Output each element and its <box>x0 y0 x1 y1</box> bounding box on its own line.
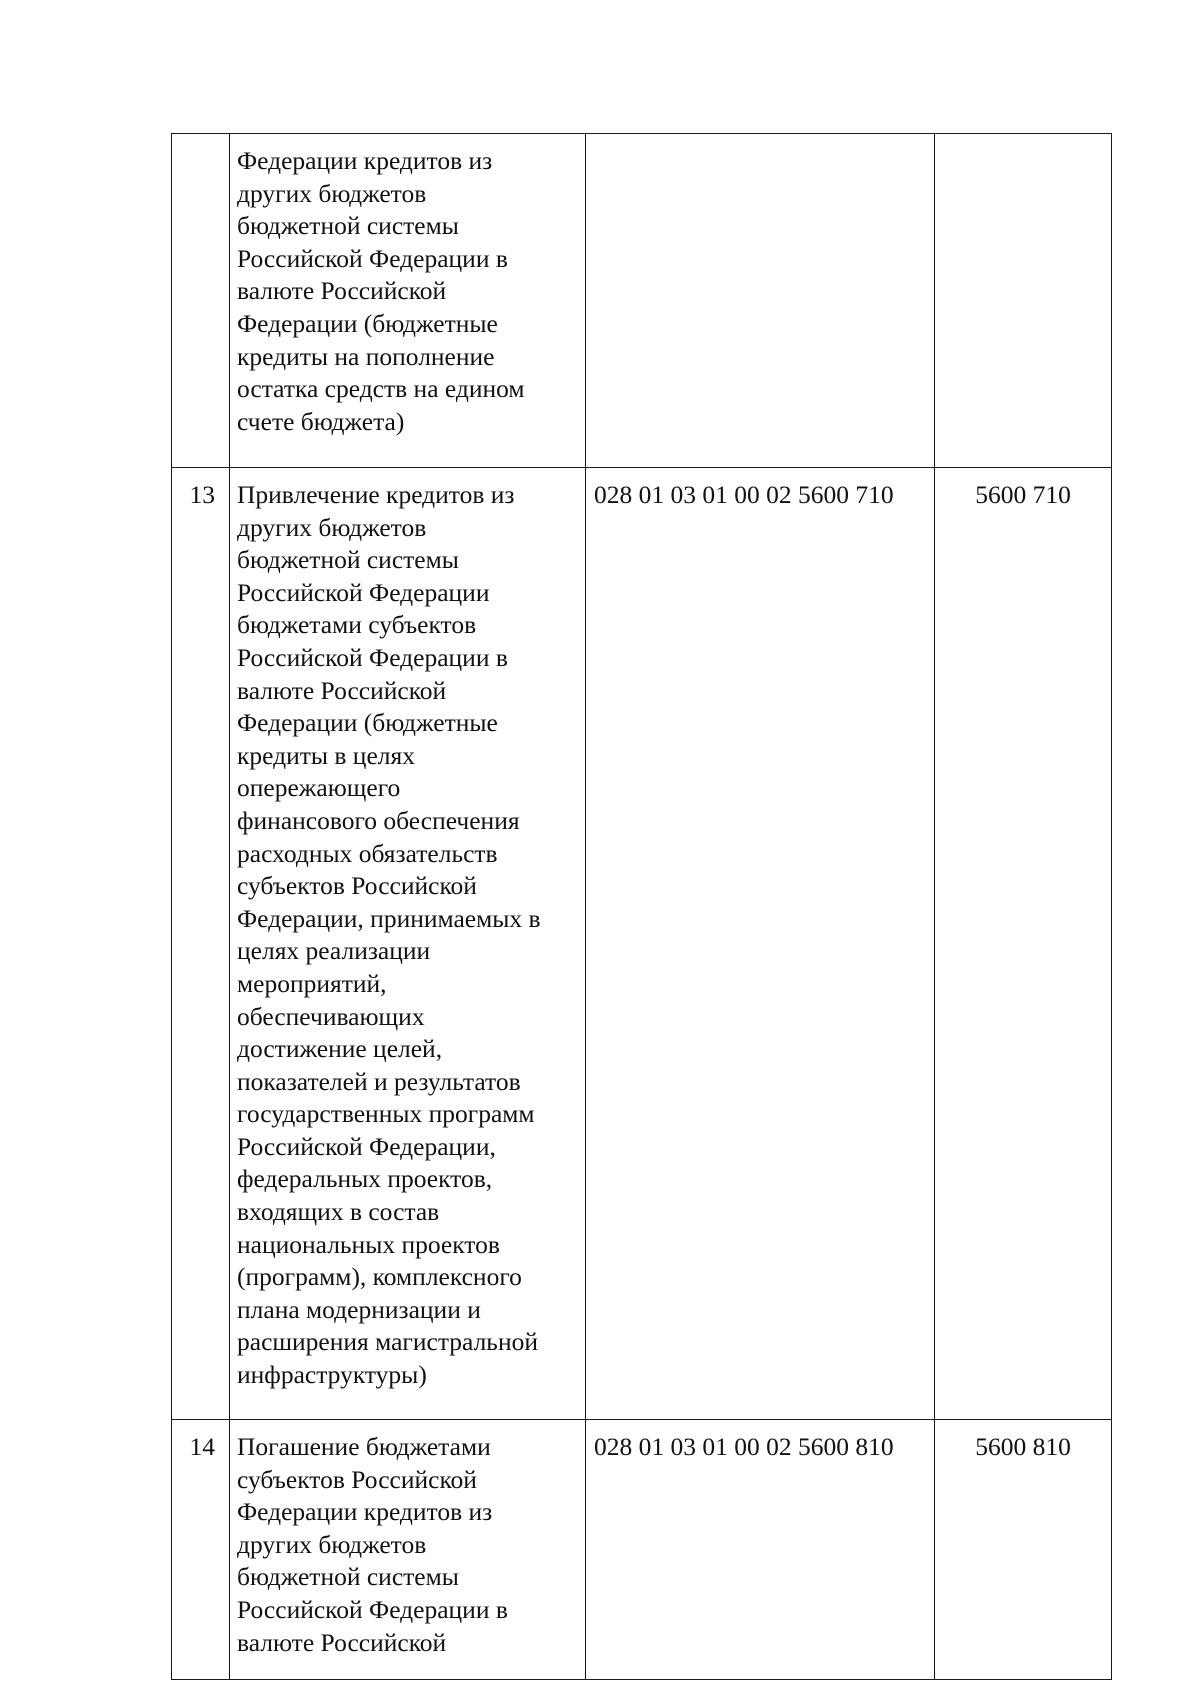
description-line: субъектов Российской <box>237 1464 477 1494</box>
description-line: (программ), комплексного <box>237 1262 522 1292</box>
description-line: входящих в состав <box>237 1197 440 1227</box>
description-line: кредиты в целях <box>237 740 415 770</box>
description-line: валюте Российской <box>237 1627 447 1657</box>
description-line: бюджетами субъектов <box>237 610 477 640</box>
description-line: показателей и результатов <box>237 1066 521 1096</box>
description-line: субъектов Российской <box>237 871 477 901</box>
description-line: Федерации (бюджетные <box>237 708 498 738</box>
row-short-code: 5600 810 <box>935 1420 1112 1680</box>
description-line: счете бюджета) <box>237 406 405 436</box>
description-line: целях реализации <box>237 936 431 966</box>
description-line: Федерации кредитов из <box>237 146 493 175</box>
description-line: Федерации (бюджетные <box>237 308 498 338</box>
description-line: кредиты на пополнение <box>237 341 495 371</box>
table-row <box>172 468 1112 1420</box>
description-line: опережающего <box>237 773 401 803</box>
row-code: 028 01 03 01 00 02 5600 810 <box>586 1420 935 1680</box>
row-description <box>230 468 586 1420</box>
row-code: 028 01 03 01 00 02 5600 710 <box>586 468 935 1420</box>
description-line: Федерации, принимаемых в <box>237 903 541 933</box>
description-line: национальных проектов <box>237 1229 500 1259</box>
description-line: государственных программ <box>237 1099 535 1129</box>
row-number: 13 <box>172 468 230 1420</box>
description-line: валюте Российской <box>237 675 447 705</box>
description-line: расходных обязательств <box>237 838 498 868</box>
description-line: финансового обеспечения <box>237 805 520 835</box>
row-description <box>230 134 586 468</box>
row-description <box>230 1420 586 1680</box>
budget-classification-table <box>171 133 1112 1680</box>
row-number <box>172 134 230 468</box>
description-line: других бюджетов <box>237 178 427 208</box>
description-line: Федерации кредитов из <box>237 1497 493 1527</box>
description-line: валюте Российской <box>237 276 447 306</box>
description-line: бюджетной системы <box>237 1562 459 1592</box>
description-line: других бюджетов <box>237 1529 427 1559</box>
description-line: Привлечение кредитов из <box>237 480 515 509</box>
description-line: обеспечивающих <box>237 1001 425 1031</box>
description-line: плана модернизации и <box>237 1294 481 1324</box>
description-line: достижение целей, <box>237 1034 443 1064</box>
description-line: других бюджетов <box>237 512 427 542</box>
row-code <box>586 134 935 468</box>
description-line: Российской Федерации в <box>237 642 508 672</box>
description-line: расширения магистральной <box>237 1327 538 1357</box>
description-line: бюджетной системы <box>237 211 459 241</box>
description-line: мероприятий, <box>237 968 387 998</box>
row-short-code: 5600 710 <box>935 468 1112 1420</box>
table-row <box>172 134 1112 468</box>
row-number: 14 <box>172 1420 230 1680</box>
table-row <box>172 1420 1112 1680</box>
row-short-code <box>935 134 1112 468</box>
description-line: Российской Федерации в <box>237 243 508 273</box>
description-line: Погашение бюджетами <box>237 1432 491 1461</box>
description-line: инфраструктуры) <box>237 1360 427 1390</box>
description-line: Российской Федерации <box>237 577 490 607</box>
description-line: федеральных проектов, <box>237 1164 493 1194</box>
description-line: Российской Федерации в <box>237 1594 508 1624</box>
description-line: Российской Федерации, <box>237 1131 496 1161</box>
description-line: бюджетной системы <box>237 545 459 575</box>
description-line: остатка средств на едином <box>237 374 525 404</box>
